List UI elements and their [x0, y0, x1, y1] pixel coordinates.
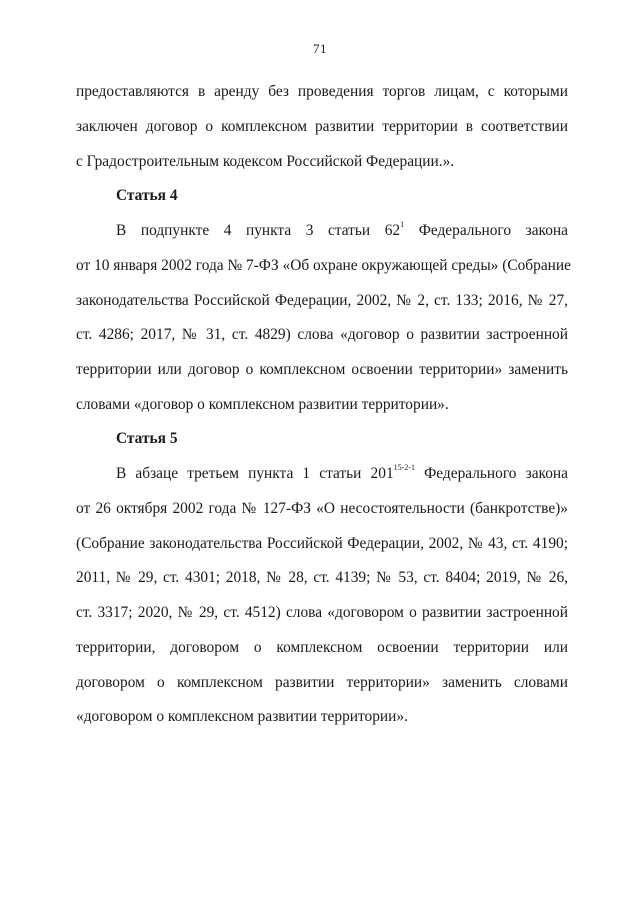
article-5-line-6: территории, договором о комплексном освоении территории или — [76, 639, 568, 656]
article-4-line-1-text: В подпункте 4 пункта 3 статьи 62 — [116, 222, 401, 239]
article-5-line-1 — [116, 464, 568, 484]
intro-line-3: с Градостроительным кодексом Российской Федерации.». — [76, 153, 455, 170]
article-5-line-3: (Собрание законодательства Российской Федерации, 2002, № 43, ст. 4190; — [76, 535, 568, 552]
intro-line-1: предоставляются в аренду без проведения торгов лицам, с которыми — [76, 83, 568, 100]
article-5-line-2: от 26 октября 2002 года № 127-ФЗ «О несостоятельности (банкротстве)» — [76, 500, 568, 517]
article-5-line-7: договором о комплексном развитии территории» заменить словами — [76, 674, 568, 691]
article-5-heading: Статья 5 — [116, 430, 178, 447]
article-4-line-3: законодательства Российской Федерации, 2002, № 2, ст. 133; 2016, № 27, — [76, 292, 568, 309]
intro-line-2: заключен договор о комплексном развитии территории в соответствии — [76, 118, 568, 135]
page-number: 71 — [313, 41, 327, 56]
article-5-line-5: ст. 3317; 2020, № 29, ст. 4512) слова «договором о развитии застроенной — [76, 604, 568, 621]
article-5-line-8: «договором о комплексном развитии территории». — [76, 708, 408, 725]
article-4-line-5: территории или договор о комплексном освоении территории» заменить — [76, 361, 568, 378]
article-4-line-1-tail: Федерального закона — [404, 222, 568, 239]
article-4-superscript: 1 — [400, 219, 405, 229]
article-4-line-2: от 10 января 2002 года № 7-ФЗ «Об охране окружающей среды» (Собрание — [76, 257, 571, 274]
article-5-line-1-tail: Федерального закона — [414, 465, 569, 482]
article-4-line-6: словами «договор о комплексном развитии территории». — [76, 396, 449, 413]
article-5-superscript: 15-2-1 — [393, 462, 415, 472]
article-4-heading: Статья 4 — [116, 187, 178, 204]
article-4-line-1 — [116, 221, 568, 241]
article-5-line-1-text: В абзаце третьем пункта 1 статьи 201 — [116, 465, 394, 482]
article-5-line-4: 2011, № 29, ст. 4301; 2018, № 28, ст. 4139; № 53, ст. 8404; 2019, № 26, — [76, 569, 568, 586]
article-4-line-4: ст. 4286; 2017, № 31, ст. 4829) слова «договор о развитии застроенной — [76, 326, 568, 343]
